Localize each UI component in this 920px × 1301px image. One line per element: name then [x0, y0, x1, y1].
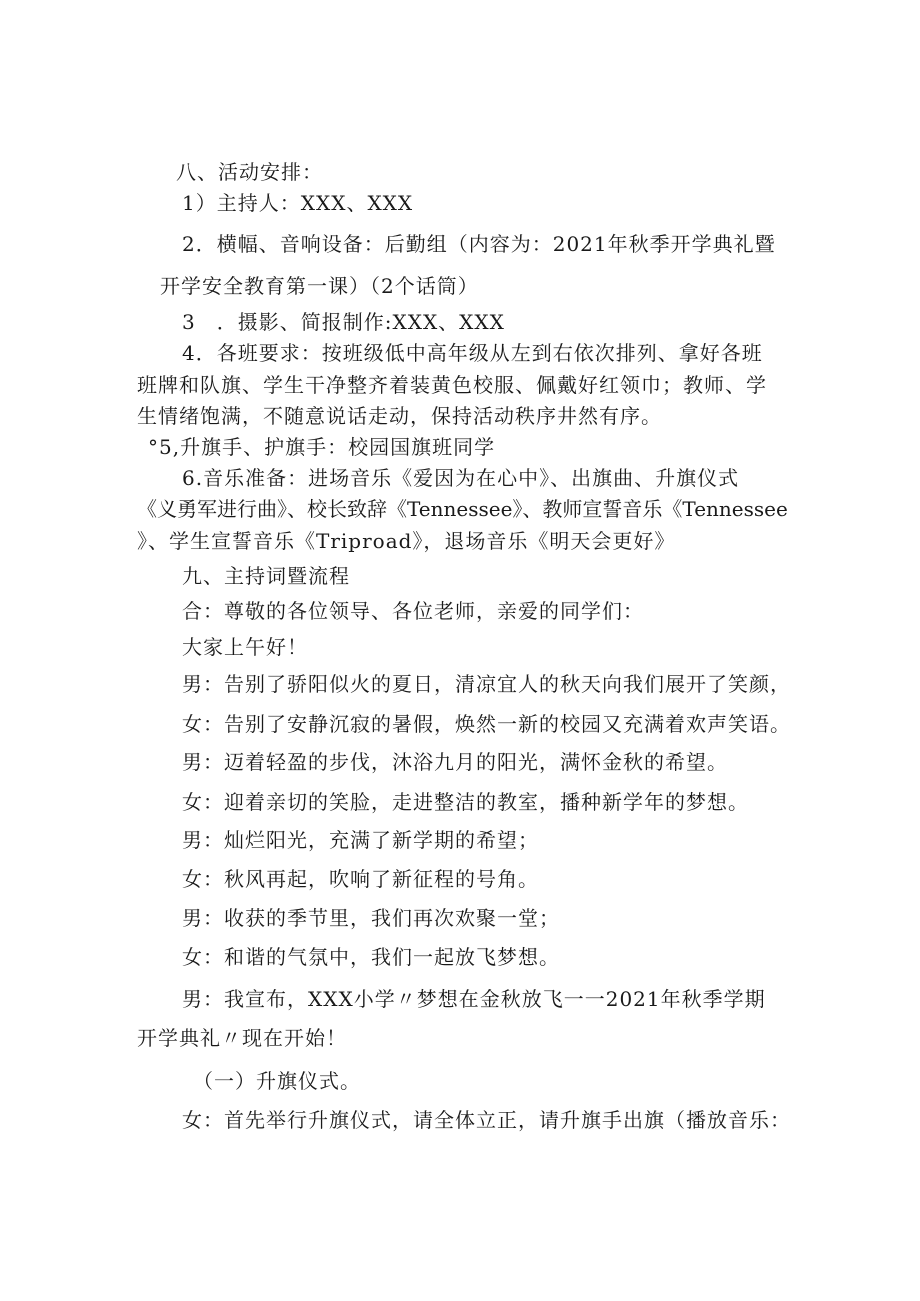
script-line-male-2: 男：迈着轻盈的步伐，沐浴九月的阳光，满怀金秋的希望。	[182, 750, 728, 774]
paragraph-music-cont-2: 》、学生宣誓音乐《Triproad》，退场音乐《明天会更好》	[137, 529, 676, 553]
section-heading-script: 九、主持词暨流程	[182, 564, 350, 588]
script-line-female-4: 女：和谐的气氛中，我们一起放飞梦想。	[182, 945, 560, 969]
paragraph-class-req-cont-2: 生情绪饱满，不随意说话走动，保持活动秩序井然有序。	[137, 404, 662, 428]
paragraph-class-req-cont-1: 班牌和队旗、学生干净整齐着装黄色校服、佩戴好红领巾；教师、学	[137, 373, 767, 397]
paragraph-host: 1）主持人：XXX、XXX	[182, 191, 414, 215]
paragraph-flag-bearers: °5,升旗手、护旗手：校园国旗班同学	[148, 435, 496, 459]
script-line-female-2: 女：迎着亲切的笑脸，走进整洁的教室，播种新学年的梦想。	[182, 790, 749, 814]
script-line-together: 合：尊敬的各位领导、各位老师，亲爱的同学们：	[182, 599, 644, 623]
script-line-greeting: 大家上午好！	[182, 635, 308, 659]
script-line-announce-cont: 开学典礼〃现在开始！	[137, 1026, 347, 1050]
script-line-flag-ceremony: 女：首先举行升旗仪式，请全体立正，请升旗手出旗（播放音乐：	[182, 1108, 791, 1132]
script-line-male-4: 男：收获的季节里，我们再次欢聚一堂；	[182, 906, 560, 930]
script-line-female-1: 女：告别了安静沉寂的暑假，焕然一新的校园又充满着欢声笑语。	[182, 712, 791, 736]
script-line-male-1: 男：告别了骄阳似火的夏日，清凉宜人的秋天向我们展开了笑颜，	[182, 672, 791, 696]
paragraph-music-cont-1: 《义勇军进行曲》、校长致辞《Tennessee》、教师宣誓音乐《Tennessee	[137, 497, 788, 521]
script-line-male-3: 男：灿烂阳光，充满了新学期的希望；	[182, 828, 539, 852]
section-heading-activity: 八、活动安排：	[176, 160, 323, 184]
paragraph-photo: 3 ．摄影、简报制作:XXX、XXX	[182, 310, 505, 334]
script-line-female-3: 女：秋风再起，吹响了新征程的号角。	[182, 867, 539, 891]
section-heading-flag-ceremony: （一）升旗仪式。	[193, 1069, 361, 1093]
paragraph-banner: 2．横幅、音响设备：后勤组（内容为：2021年秋季开学典礼暨	[182, 232, 776, 256]
paragraph-banner-cont: 开学安全教育第一课）（2个话筒）	[160, 274, 479, 298]
script-line-announce: 男：我宣布，XXX小学〃梦想在金秋放飞一一2021年秋季学期	[182, 987, 766, 1011]
paragraph-class-req: 4．各班要求：按班级低中高年级从左到右依次排列、拿好各班	[182, 341, 763, 365]
paragraph-music: 6.音乐准备：进场音乐《爱因为在心中》、出旗曲、升旗仪式	[182, 466, 740, 490]
